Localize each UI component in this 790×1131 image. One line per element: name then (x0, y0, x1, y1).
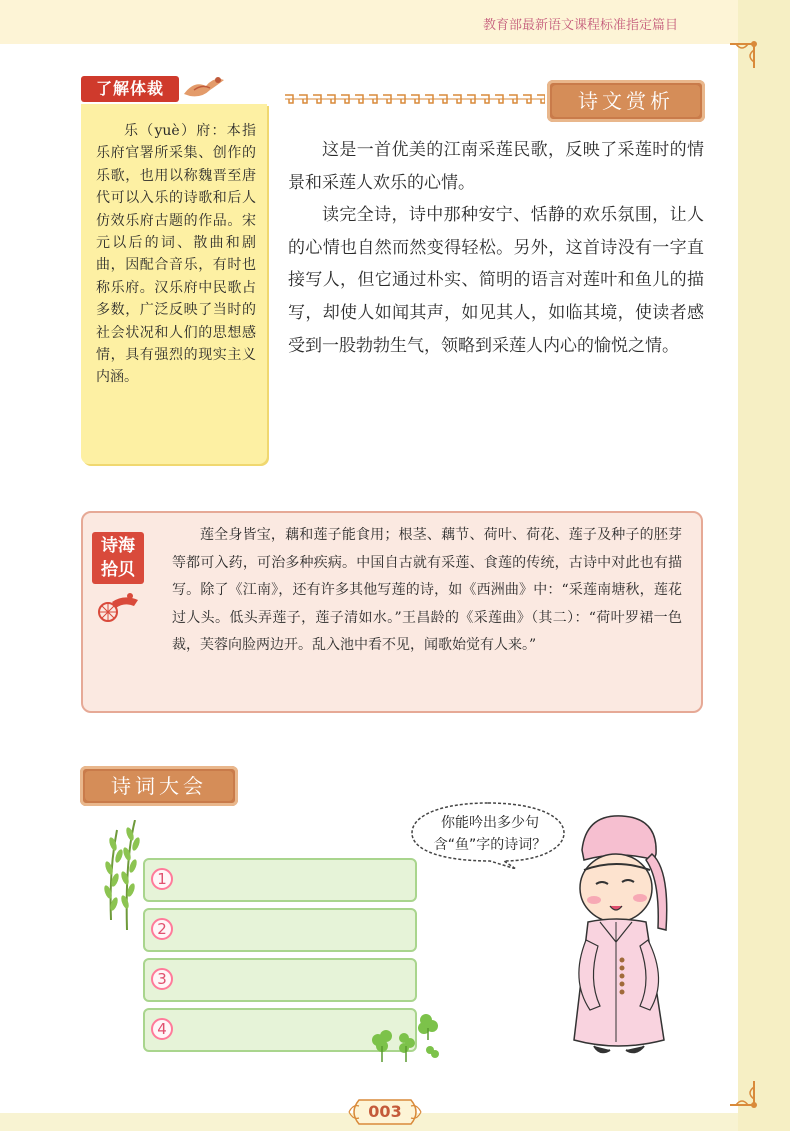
speech-question: 你能吟出多少句含“鱼”字的诗词？ (433, 815, 547, 853)
flying-figure-icon (180, 72, 228, 106)
answer-row-2[interactable] (143, 908, 417, 952)
appreciation-paragraph: 这是一首优美的江南采莲民歌，反映了采莲时的情景和采莲人欢乐的心情。 (288, 140, 704, 193)
pearls-text: 莲全身皆宝，藕和莲子能食用；根茎、藕节、荷叶、荷花、莲子及种子的胚芽等都可入药，可治多种疾病。中国自古就有采莲、食莲的传统，古诗中对此也有描写。除了《江南》，还有许多其他写莲的诗，如《西洲曲》中：“采莲南塘秋，莲花过人头。低头弄莲子，莲子清如水。”王昌龄的《采莲曲》（其二）：“荷叶罗裙一色裁，芙蓉向脸两边开。乱入池中看不见，闻歌始觉有人来。” (172, 527, 682, 654)
number-circle: 1 (151, 868, 173, 890)
answer-row-1[interactable] (143, 858, 417, 902)
conference-title-plaque (80, 766, 238, 806)
clover-icon (368, 1010, 440, 1062)
appreciation-paragraph: 读完全诗，诗中那种安宁、恬静的欢乐氛围，让人的心情也自然而然变得轻松。另外，这首诗没有一字直接写人，但它通过朴实、简明的语言对莲叶和鱼儿的描写，却使人如闻其声，如见其人，如临其境，使读者感受到一股勃勃生气，领略到采莲人内心的愉悦之情。 (288, 205, 704, 356)
series-header: 教育部最新语文课程标准指定篇目 (482, 18, 678, 33)
corner-ornament-icon (726, 1075, 760, 1109)
chariot-icon (94, 590, 142, 628)
number-circle: 3 (151, 968, 173, 990)
genre-description: 乐（yuè）府：本指乐府官署所采集、创作的乐歌，也用以称魏晋至唐代可以入乐的诗歌和后人仿效乐府古题的作品。宋元以后的词、散曲和剧曲，因配合音乐，有时也称乐府。汉乐府中民歌占多数，广泛反映了当时的社会状况和人们的思想感情，具有强烈的现实主义内涵。 (96, 123, 256, 386)
genre-tag: 了解体裁 (81, 76, 179, 102)
appreciation-title: 诗文赏析 (552, 85, 700, 117)
page-edge (738, 0, 790, 1131)
appreciation-text (288, 134, 704, 362)
number-circle: 4 (151, 1018, 173, 1040)
pearls-badge (92, 532, 144, 584)
appreciation-title-plaque (547, 80, 705, 122)
page-number: 003 (368, 1102, 402, 1121)
header-band (0, 0, 738, 44)
scholar-character-icon (560, 810, 680, 1060)
conference-title: 诗词大会 (85, 771, 233, 801)
answer-row-3[interactable] (143, 958, 417, 1002)
pearls-badge-line: 诗海 (101, 536, 135, 556)
corner-ornament-icon (726, 40, 760, 74)
pearls-badge-line: 拾贝 (101, 560, 135, 580)
fret-border-icon (285, 93, 545, 105)
number-circle: 2 (151, 918, 173, 940)
